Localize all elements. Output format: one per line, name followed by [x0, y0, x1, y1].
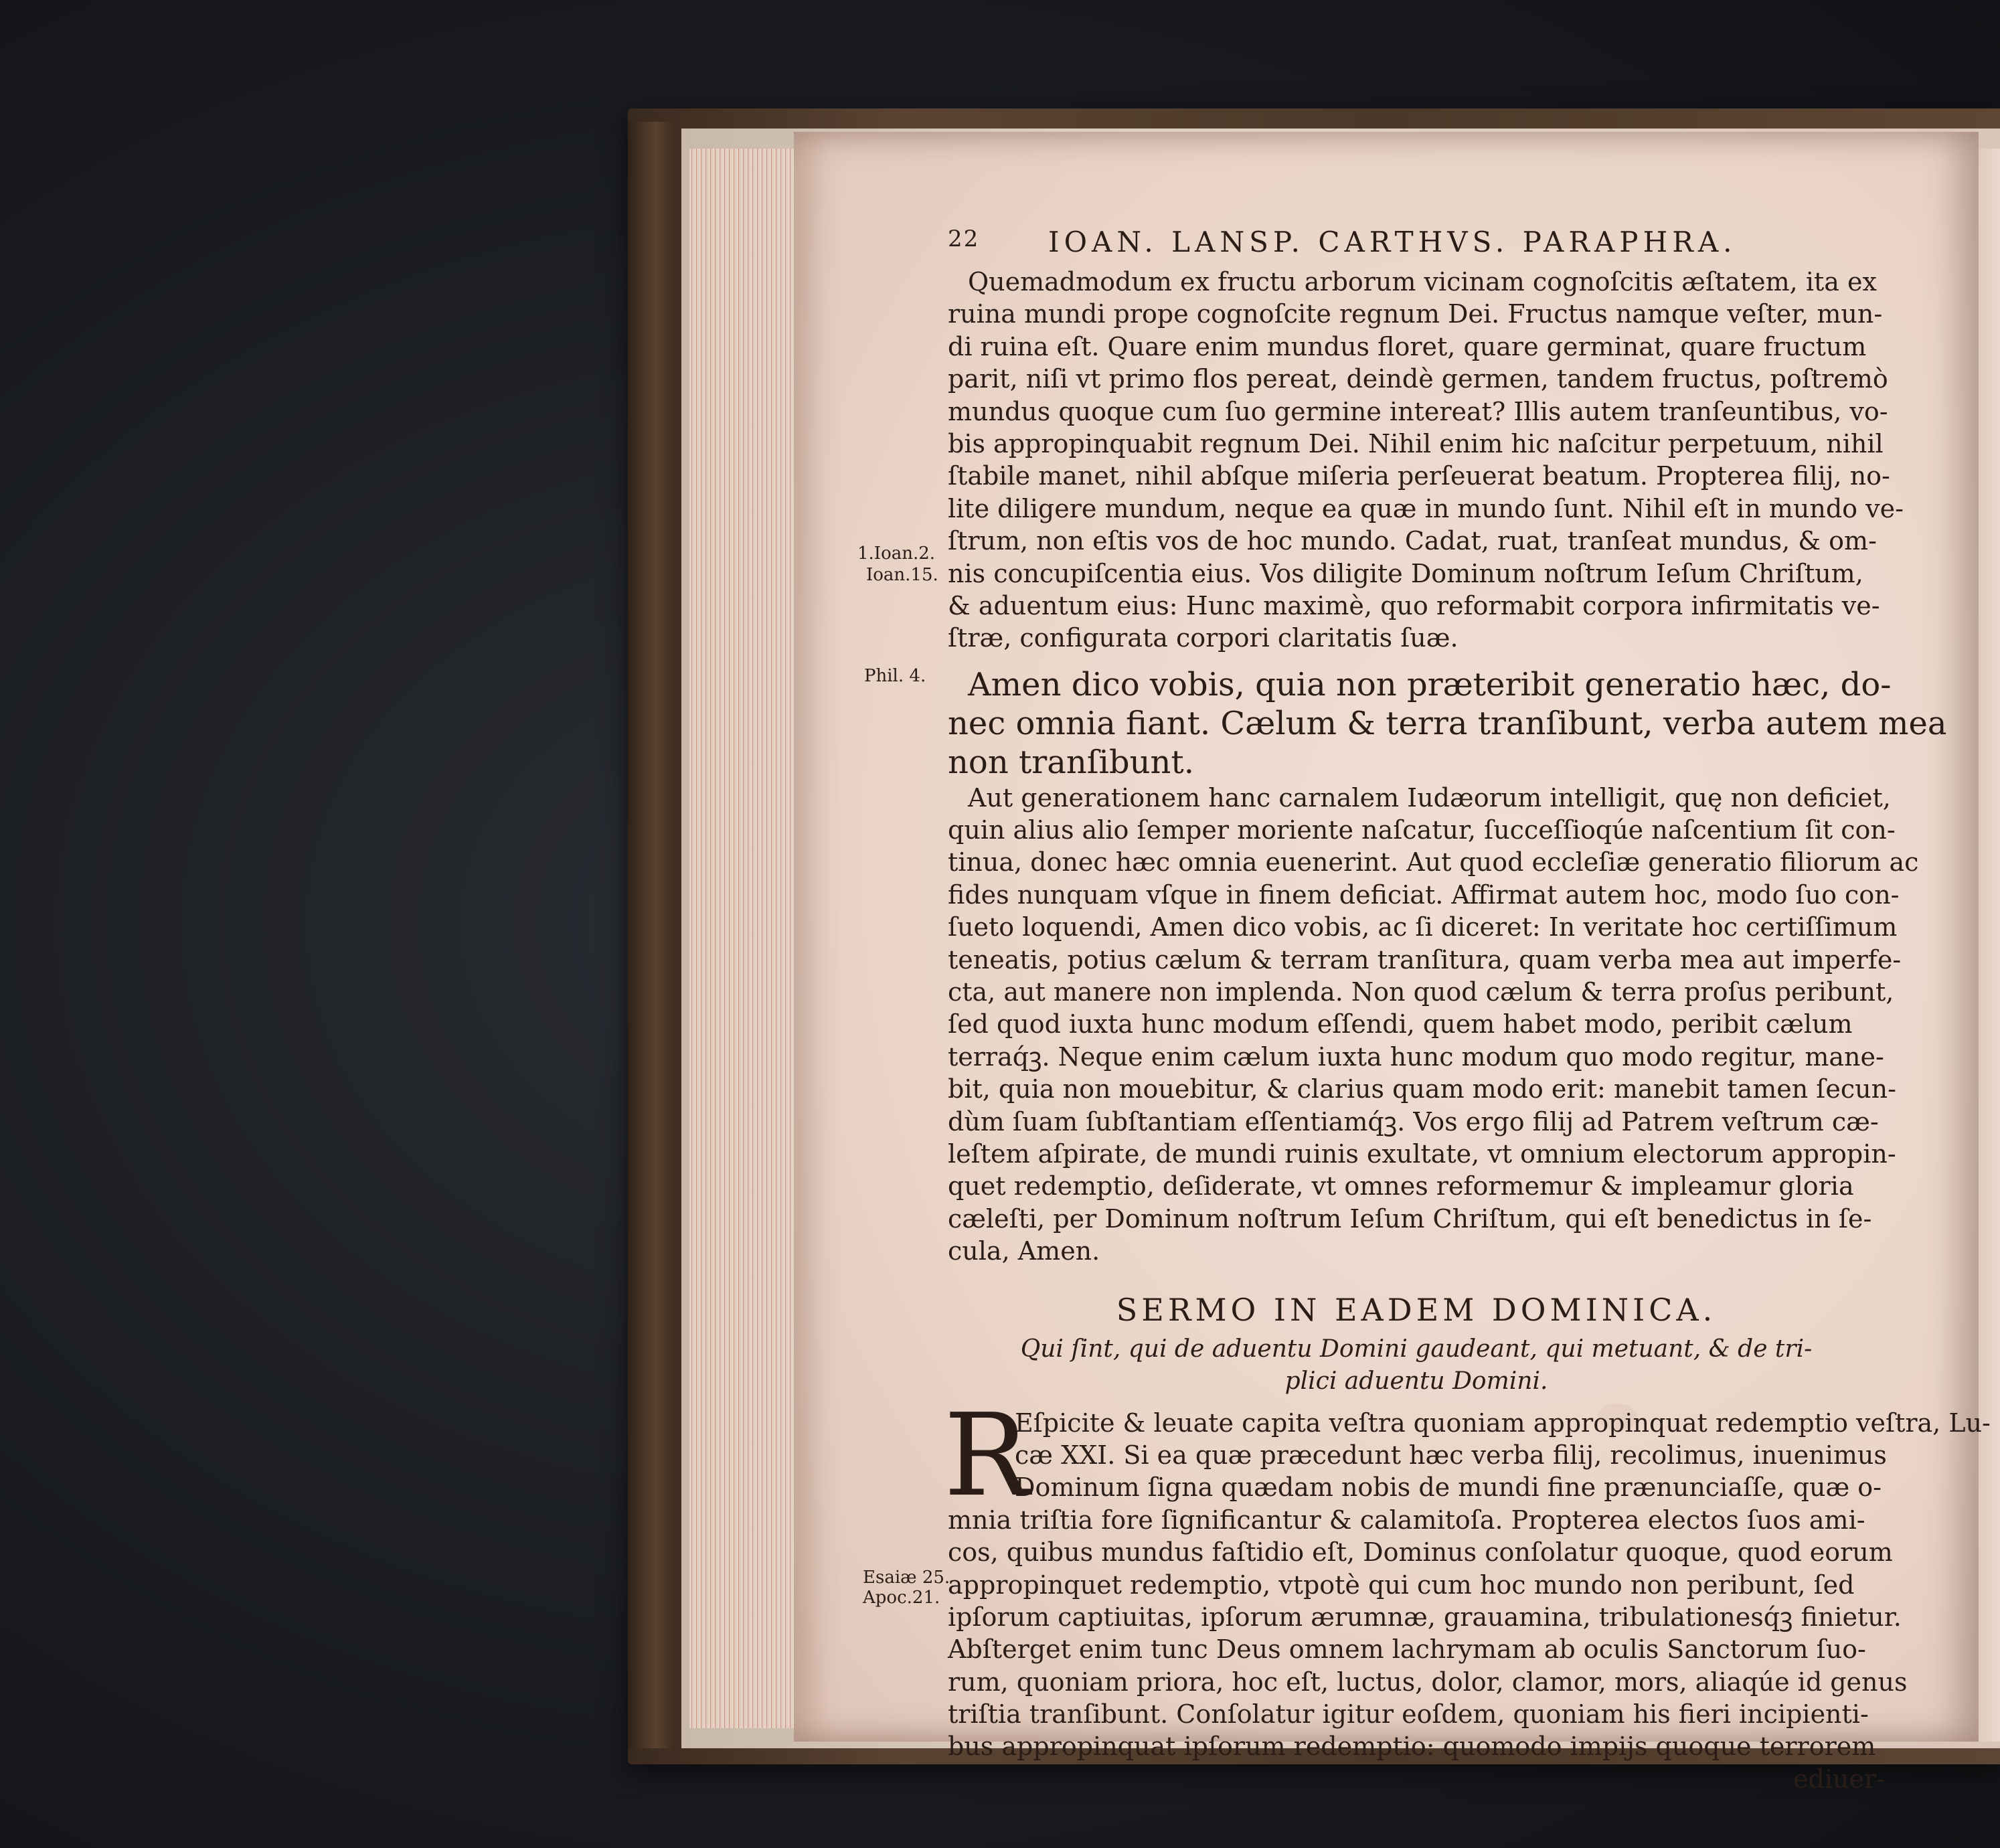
text-line: quet redemptio, deſiderate, vt omnes reformemur & impleamur gloria — [948, 1171, 1854, 1201]
catchword: ediuer- — [1793, 1764, 1885, 1794]
margin-note: 1.Ioan.2. — [857, 543, 936, 564]
paragraph-2 — [948, 782, 1919, 1268]
text-line: ſtabile manet, nihil abſque miſeria perſeuerat beatum. Propterea filij, no- — [948, 461, 1890, 491]
text-line: triſtia tranſibunt. Conſolatur igitur eoſdem, quoniam his fieri incipienti- — [948, 1699, 1869, 1730]
subtitle-line: plici aduentu Domini. — [1284, 1367, 1548, 1395]
text-line: ſtrum, non eſtis vos de hoc mundo. Cadat, ruat, tranſeat mundus, & om- — [948, 526, 1877, 556]
text-line: ſueto loquendi, Amen dico vobis, ac ſi diceret: In veritate hoc certiſſimum — [948, 912, 1898, 942]
text-line: mundus quoque cum ſuo germine intereat? Illis autem tranſeuntibus, vo- — [948, 396, 1888, 426]
text-line: leſtem aſpirate, de mundi ruinis exultate, vt omnium electorum appropin- — [948, 1139, 1896, 1169]
paragraph-3 — [944, 1389, 1991, 1796]
verse-line: non tranſibunt. — [948, 743, 1194, 781]
text-line: Eſpicite & leuate capita veſtra quoniam appropinquat redemptio veſtra, Lu- — [1015, 1408, 1991, 1438]
text-line: appropinquet redemptio, vtpotè qui cum hoc mundo non peribunt, ſed — [948, 1570, 1855, 1600]
text-line: terraq́ꝫ. Neque enim cælum iuxta hunc modum quo modo regitur, mane- — [948, 1041, 1884, 1072]
margin-note: Ioan.15. — [866, 565, 938, 585]
margin-note: Phil. 4. — [864, 666, 926, 686]
text-line: cula, Amen. — [948, 1236, 1100, 1266]
text-line: ſed quod iuxta hunc modum eſſendi, quem habet modo, peribit cælum — [948, 1009, 1853, 1039]
verse-line: Amen dico vobis, quia non præteribit generatio hæc, do- — [968, 665, 1892, 703]
text-line: dùm ſuam ſubſtantiam eſſentiamq́ꝫ. Vos ergo filij ad Patrem veſtrum cæ- — [948, 1106, 1879, 1137]
text-line: mnia triſtia fore ſignificantur & calamitoſa. Propterea electos ſuos ami- — [948, 1505, 1865, 1535]
text-line: Abſterget enim tunc Deus omnem lachrymam ab oculis Sanctorum ſuo- — [948, 1634, 1866, 1665]
page-number: 22 — [948, 226, 980, 252]
text-line: Quemadmodum ex fructu arborum vicinam cognoſcitis æſtatem, ita ex — [968, 267, 1877, 297]
text-line: teneatis, potius cælum & terram tranſitura, quam verba mea aut imperfe- — [948, 944, 1902, 975]
text-line: cta, aut manere non implenda. Non quod cælum & terra proſus peribunt, — [948, 977, 1894, 1007]
text-line: fides nunquam vſque in finem deficiat. Affirmat autem hoc, modo ſuo con- — [948, 879, 1900, 910]
text-line: bis appropinquabit regnum Dei. Nihil enim hic naſcitur perpetuum, nihil — [948, 428, 1884, 458]
margin-note: Apoc.21. — [863, 1588, 940, 1608]
text-line: ruina mundi prope cognoſcite regnum Dei. Fructus namque veſter, mun- — [948, 299, 1883, 329]
text-line: bus appropinquat ipſorum redemptio: quomodo impijs quoque terrorem — [948, 1732, 1876, 1762]
text-line: cæleſti, per Dominum noſtrum Ieſum Chriſtum, qui eſt benedictus in ſe- — [948, 1203, 1872, 1234]
running-title: IOAN. LANSP. CARTHVS. PARAPHRA. — [1048, 226, 1737, 258]
text-line: Dominum ſigna quædam nobis de mundi fine prænunciaſſe, quæ o- — [1015, 1473, 1882, 1503]
text-line: & aduentum eius: Hunc maximè, quo reformabit corpora infirmitatis ve- — [948, 590, 1880, 620]
verse-line: nec omnia fiant. Cælum & terra tranſibunt, verba autem mea — [948, 704, 1947, 742]
text-line: cos, quibus mundus faſtidio eſt, Dominus conſolatur quoque, quod eorum — [948, 1537, 1893, 1568]
paragraph-1 — [948, 266, 1904, 655]
text-line: tinua, donec hæc omnia euenerint. Aut quod eccleſiæ generatio filiorum ac — [948, 847, 1919, 877]
running-head — [948, 226, 1885, 266]
text-line: nis concupiſcentia eius. Vos diligite Dominum noſtrum Ieſum Chriſtum, — [948, 558, 1863, 588]
text-line: di ruina eſt. Quare enim mundus floret, quare germinat, quare fructum — [948, 331, 1867, 361]
text-line: parit, niſi vt primo flos pereat, deindè germen, tandem fructus, poſtremò — [948, 364, 1888, 394]
margin-note: Esaiæ 25. — [863, 1568, 950, 1588]
text-line: quin alius alio ſemper moriente naſcatur, ſucceſſioqúe naſcentium ſit con- — [948, 815, 1896, 845]
text-line: bit, quia non mouebitur, & clarius quam modo erit: manebit tamen ſecun- — [948, 1074, 1896, 1104]
page-content — [944, 226, 1991, 1795]
scripture-verse — [948, 665, 1947, 782]
text-line: cæ XXI. Si ea quæ præcedunt hæc verba filij, recolimus, inuenimus — [1015, 1440, 1887, 1470]
drop-cap: R — [944, 1389, 1029, 1522]
text-line: ſtræ, configurata corpori claritatis ſuæ. — [948, 623, 1459, 653]
text-line: ipſorum captiuitas, ipſorum ærumnæ, grauamina, tribulationesq́ꝫ finietur. — [948, 1602, 1902, 1632]
text-line: lite diligere mundum, neque ea quæ in mundo ſunt. Nihil eſt in mundo ve- — [948, 493, 1904, 523]
sermon-subtitle — [948, 1333, 1885, 1398]
text-line: Aut generationem hanc carnalem Iudæorum intelligit, quę non deficiet, — [968, 782, 1891, 813]
subtitle-line: Qui ſint, qui de aduentu Domini gaudeant, qui metuant, & de tri- — [1020, 1335, 1813, 1363]
book-spine-edge — [628, 122, 675, 1748]
book-page — [794, 132, 1991, 1794]
open-book — [628, 108, 2000, 1794]
sermon-title: SERMO IN EADEM DOMINICA. — [1116, 1291, 1717, 1328]
text-line: rum, quoniam priora, hoc eſt, luctus, dolor, clamor, mors, aliaqúe id genus — [948, 1667, 1908, 1697]
